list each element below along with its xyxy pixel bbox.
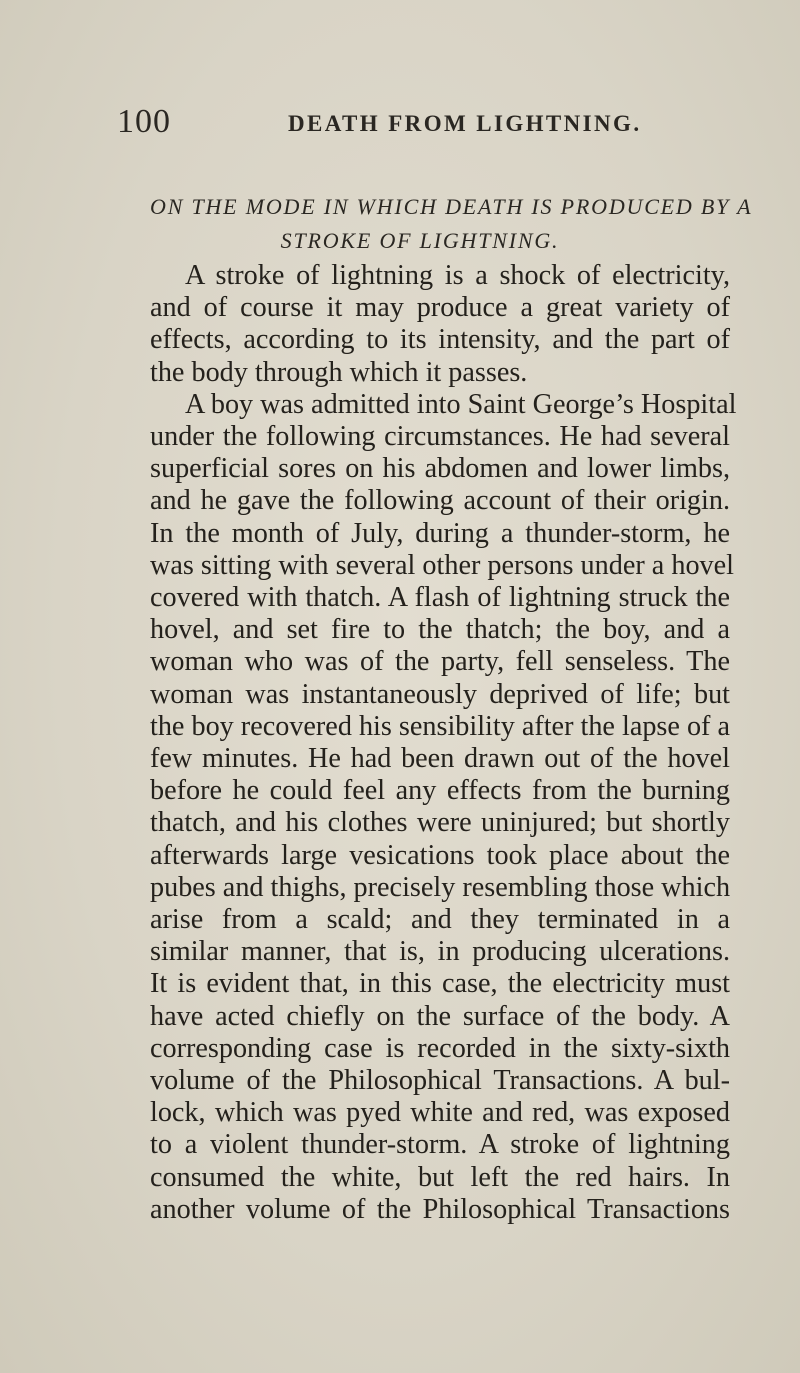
paragraph-line: and he gave the following account of their origin. xyxy=(150,485,730,517)
paragraph-line: It is evident that, in this case, the electricity must xyxy=(150,968,730,1000)
paragraph-line: corresponding case is recorded in the sixty-sixth xyxy=(150,1032,730,1064)
paragraph-line: A stroke of lightning is a shock of electricity, xyxy=(185,260,730,291)
paragraph-line: hovel, and set fire to the thatch; the boy, and a xyxy=(150,614,730,646)
body-text xyxy=(150,260,737,1226)
paragraph-line: another volume of the Philosophical Transactions xyxy=(150,1193,730,1225)
paragraph-line: consumed the white, but left the red hairs. In xyxy=(150,1161,730,1193)
paragraph-line: afterwards large vesications took place about the xyxy=(150,839,730,871)
page-number: 100 xyxy=(117,103,171,140)
paragraph-line: under the following circumstances. He had several xyxy=(150,421,730,453)
paragraph-line: In the month of July, during a thunder-storm, he xyxy=(150,517,730,549)
section-heading-line-2: STROKE OF LIGHTNING. xyxy=(280,228,560,253)
paragraph-line: volume of the Philosophical Transactions. A bul- xyxy=(150,1065,730,1097)
paragraph-line: to a violent thunder-storm. A stroke of lightning xyxy=(150,1129,730,1161)
paragraph-line: thatch, and his clothes were uninjured; but shortly xyxy=(150,807,730,839)
paragraph-line: the boy recovered his sensibility after the lapse of a xyxy=(150,710,730,742)
paragraph-line: was sitting with several other persons under a hovel xyxy=(150,549,734,581)
paragraph-line: the body through which it passes. xyxy=(150,356,528,388)
section-heading xyxy=(150,190,753,258)
running-title: DEATH FROM LIGHTNING. xyxy=(288,111,642,136)
paragraph-line: and of course it may produce a great variety of xyxy=(150,292,730,324)
paragraph-line: before he could feel any effects from the burning xyxy=(150,775,730,807)
paragraph-line: pubes and thighs, precisely resembling those which xyxy=(150,871,731,903)
paragraph-line: effects, according to its intensity, and the part of xyxy=(150,324,730,356)
paragraph-line: A boy was admitted into Saint George’s Hospital xyxy=(185,388,737,420)
paragraph-line: have acted chiefly on the surface of the body. A xyxy=(150,1000,730,1032)
paragraph-line: covered with thatch. A flash of lightning struck the xyxy=(150,582,730,614)
paragraph-line: lock, which was pyed white and red, was exposed xyxy=(150,1097,730,1129)
paragraph-line: arise from a scald; and they terminated in a xyxy=(150,904,730,936)
paragraph-line: few minutes. He had been drawn out of the hovel xyxy=(150,743,730,775)
paragraph-line: woman was instantaneously deprived of life; but xyxy=(150,678,730,710)
paragraph-line: similar manner, that is, in producing ulcerations. xyxy=(150,936,730,968)
paragraph-line: superficial sores on his abdomen and lower limbs, xyxy=(150,453,730,485)
running-head xyxy=(0,103,800,147)
paragraph-line: woman who was of the party, fell senseless. The xyxy=(150,646,730,678)
section-heading-line-1: ON THE MODE IN WHICH DEATH IS PRODUCED BY A xyxy=(150,194,753,219)
